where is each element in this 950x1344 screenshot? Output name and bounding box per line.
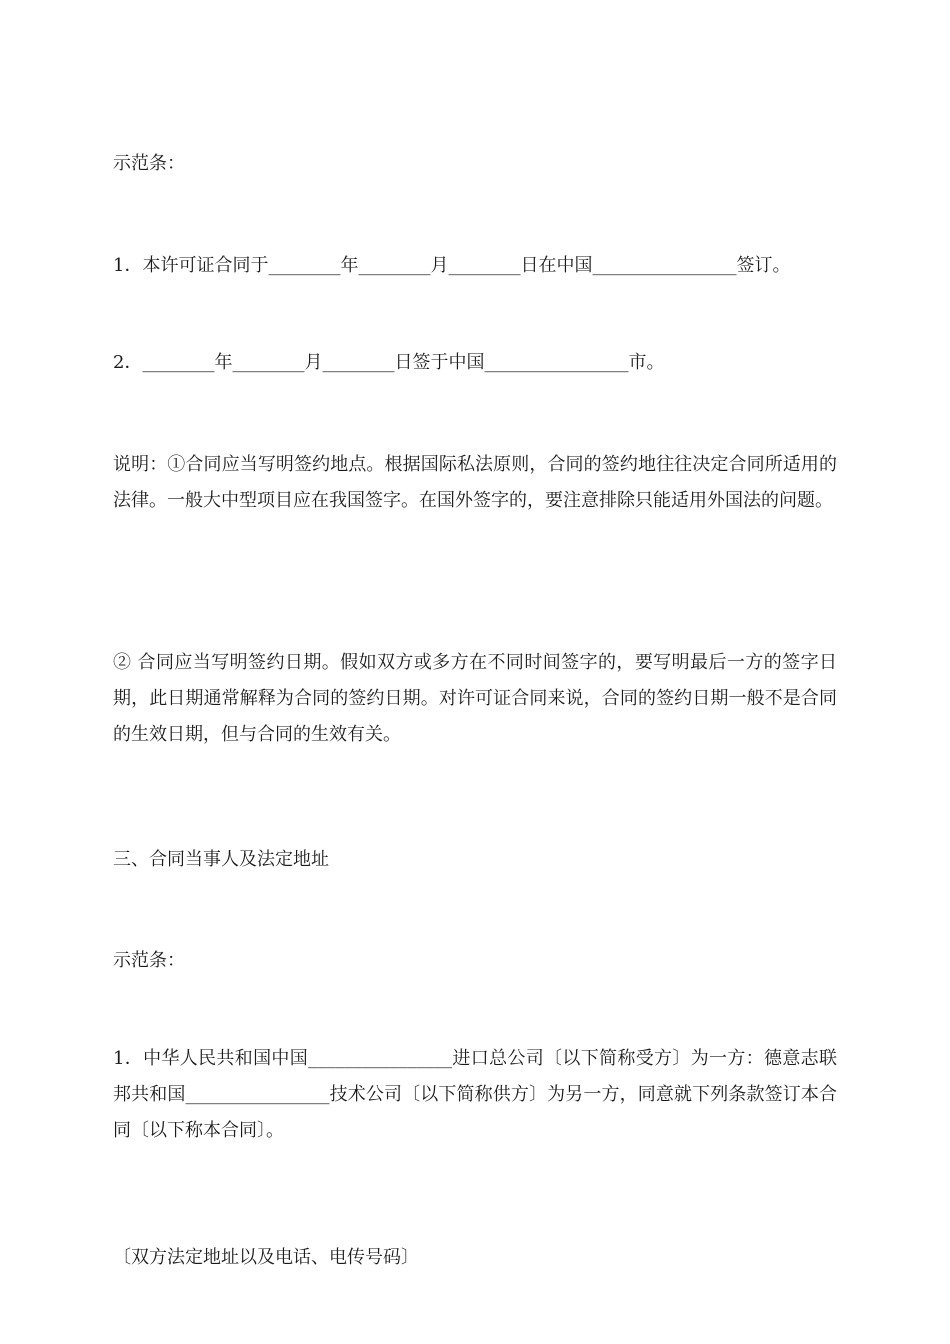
clause-2-signing-date: 2．________年________月________日签于中国________________市。 xyxy=(113,352,665,373)
model-clause-heading: 示范条： xyxy=(113,153,185,174)
note-signing-date: ② 合同应当写明签约日期。假如双方或多方在不同时间签字的，要写明最后一方的签字日期，此日期通常解释为合同的签约日期。对许可证合同来说，合同的签约日期一般不是合同的生效日期，但与合同的生效有关。 xyxy=(113,652,837,745)
clause-1-parties: 1．中华人民共和国中国________________进口总公司〔以下简称受方〕为一方：德意志联邦共和国________________技术公司〔以下简称供方〕为另一方，同意就下列条款签订本合同〔以下称本合同〕。 xyxy=(113,1048,837,1141)
model-clause-heading-2: 示范条： xyxy=(113,950,185,971)
section-heading-parties: 三、合同当事人及法定地址 xyxy=(113,849,329,870)
parties-address-note: 〔双方法定地址以及电话、电传号码〕 xyxy=(113,1247,419,1268)
clause-1-signing-place: 1．本许可证合同于________年________月________日在中国________________签订。 xyxy=(113,255,791,276)
note-signing-place: 说明：①合同应当写明签约地点。根据国际私法原则，合同的签约地往往决定合同所适用的法律。一般大中型项目应在我国签字。在国外签字的，要注意排除只能适用外国法的问题。 xyxy=(113,454,837,511)
